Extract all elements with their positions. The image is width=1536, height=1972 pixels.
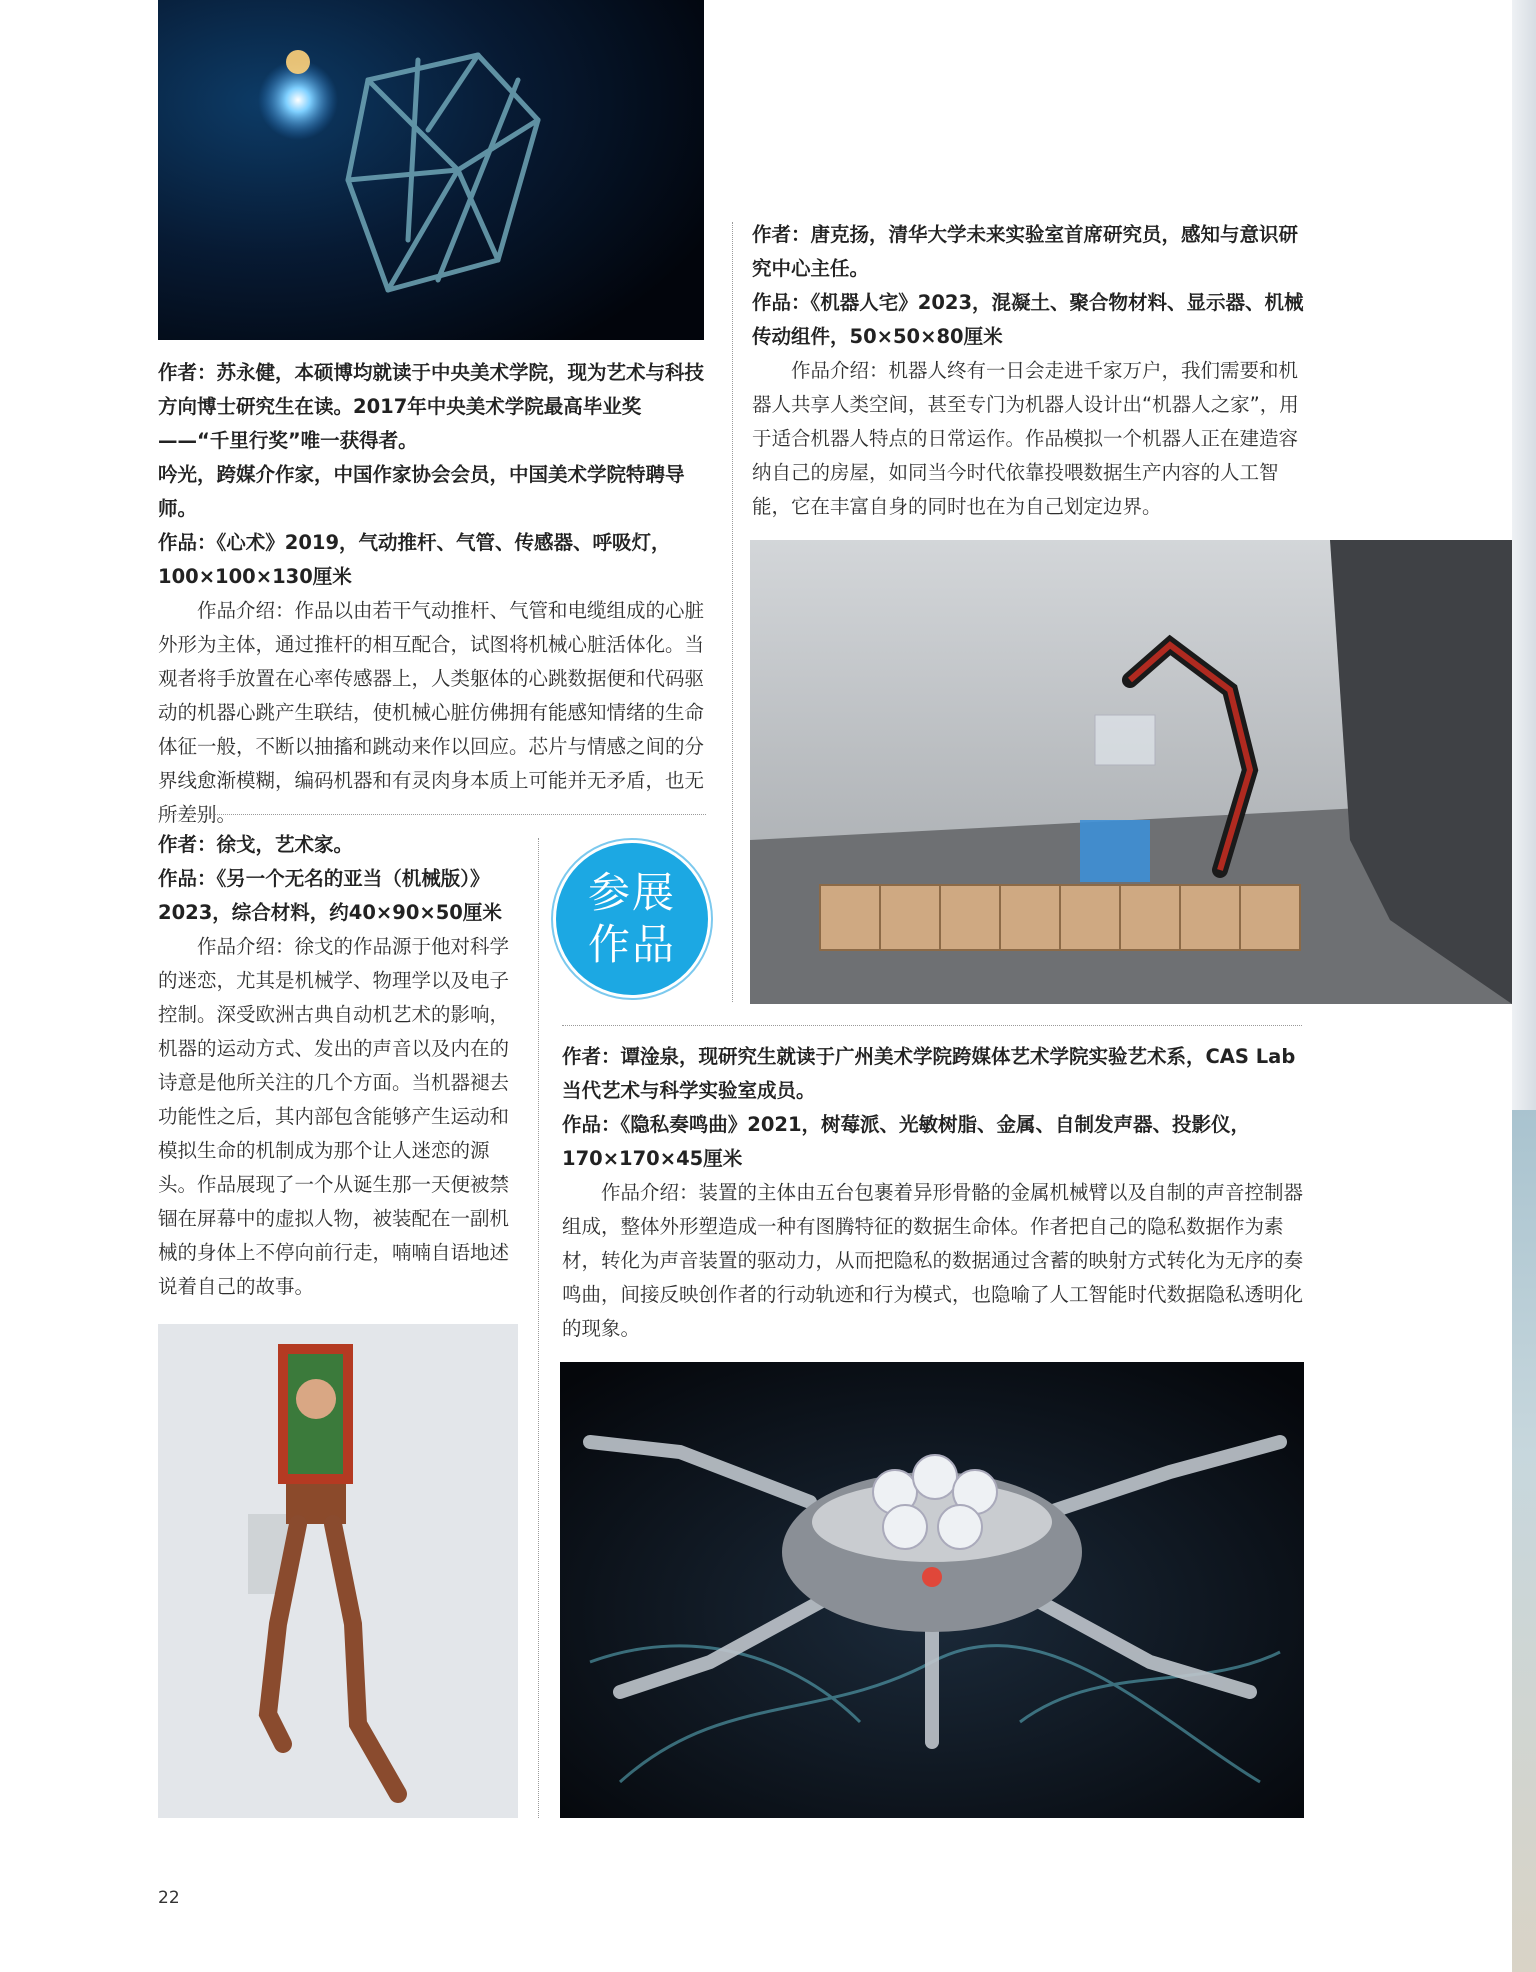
artwork4-author: 作者：谭淦泉，现研究生就读于广州美术学院跨媒体艺术学院实验艺术系，CAS Lab当代艺术与科学实验室成员。 (562, 1045, 1296, 1102)
artwork3-author: 作者：徐戈，艺术家。 (158, 833, 354, 856)
artwork-photo-heart (158, 0, 704, 340)
artwork3-block (158, 828, 520, 1304)
badge-line2: 作品 (587, 920, 676, 969)
artwork3-intro: 作品介绍：徐戈的作品源于他对科学的迷恋，尤其是机械学、物理学以及电子控制。深受欧洲古典自动机艺术的影响，机器的运动方式、发出的声音以及内在的诗意是他所关注的几个方面。当机器褪去功能性之后，其内部包含能够产生运动和模拟生命的机制成为那个让人迷恋的源头。作品展现了一个从诞生那一天便被禁锢在屏幕中的虚拟人物，被装配在一副机械的身体上不停向前行走，喃喃自语地述说着自己的故事。 (158, 935, 510, 1298)
divider (732, 222, 733, 1002)
artwork1-author: 作者：苏永健，本硕博均就读于中央美术学院，现为艺术与科技方向博士研究生在读。2017年中央美术学院最高毕业奖——“千里行奖”唯一获得者。 (158, 361, 705, 452)
divider (538, 838, 539, 1818)
artwork-photo-robot-arm (750, 540, 1512, 1004)
artwork-photo-automaton (158, 1324, 518, 1818)
page-edge-photo (1512, 1110, 1536, 1972)
artwork4-intro: 作品介绍：装置的主体由五台包裹着异形骨骼的金属机械臂以及自制的声音控制器组成，整体外形塑造成一种有图腾特征的数据生命体。作者把自己的隐私数据作为素材，转化为声音装置的驱动力，从而把隐私的数据通过含蓄的映射方式转化为无序的奏鸣曲，间接反映创作者的行动轨迹和行为模式，也隐喻了人工智能时代数据隐私透明化的现象。 (562, 1181, 1304, 1340)
artwork-photo-data-creature (560, 1362, 1304, 1818)
artwork2-block (752, 218, 1304, 524)
exhibit-badge (556, 843, 708, 995)
artwork3-work: 作品：《另一个无名的亚当（机械版）》2023，综合材料，约40×90×50厘米 (158, 867, 502, 924)
artwork2-author: 作者：唐克扬，清华大学未来实验室首席研究员，感知与意识研究中心主任。 (752, 223, 1299, 280)
artwork1-block (158, 356, 708, 832)
artwork1-work: 作品：《心术》2019，气动推杆、气管、传感器、呼吸灯，100×100×130厘米 (158, 531, 671, 588)
artwork1-intro: 作品介绍：作品以由若干气动推杆、气管和电缆组成的心脏外形为主体，通过推杆的相互配合，试图将机械心脏活体化。当观者将手放置在心率传感器上，人类躯体的心跳数据便和代码驱动的机器心跳产生联结，使机械心脏仿佛拥有能感知情绪的生命体征一般，不断以抽搐和跳动来作以回应。芯片与情感之间的分界线愈渐模糊，编码机器和有灵肉身本质上可能并无矛盾，也无所差别。 (158, 599, 705, 826)
artwork4-work: 作品：《隐私奏鸣曲》2021，树莓派、光敏树脂、金属、自制发声器、投影仪，170×170×45厘米 (562, 1113, 1251, 1170)
artwork2-work: 作品：《机器人宅》2023，混凝土、聚合物材料、显示器、机械传动组件，50×50×80厘米 (752, 291, 1304, 348)
divider (562, 1025, 1302, 1026)
artwork4-block (562, 1040, 1304, 1346)
artwork2-intro: 作品介绍：机器人终有一日会走进千家万户，我们需要和机器人共享人类空间，甚至专门为机器人设计出“机器人之家”，用于适合机器人特点的日常运作。作品模拟一个机器人正在建造容纳自己的房屋，如同当今时代依靠投喂数据生产内容的人工智能，它在丰富自身的同时也在为自己划定边界。 (752, 359, 1299, 518)
artwork1-author2: 吟光，跨媒介作家，中国作家协会会员，中国美术学院特聘导师。 (158, 463, 685, 520)
badge-line1: 参展 (587, 868, 676, 917)
divider (158, 814, 706, 815)
page-number: 22 (158, 1888, 180, 1908)
